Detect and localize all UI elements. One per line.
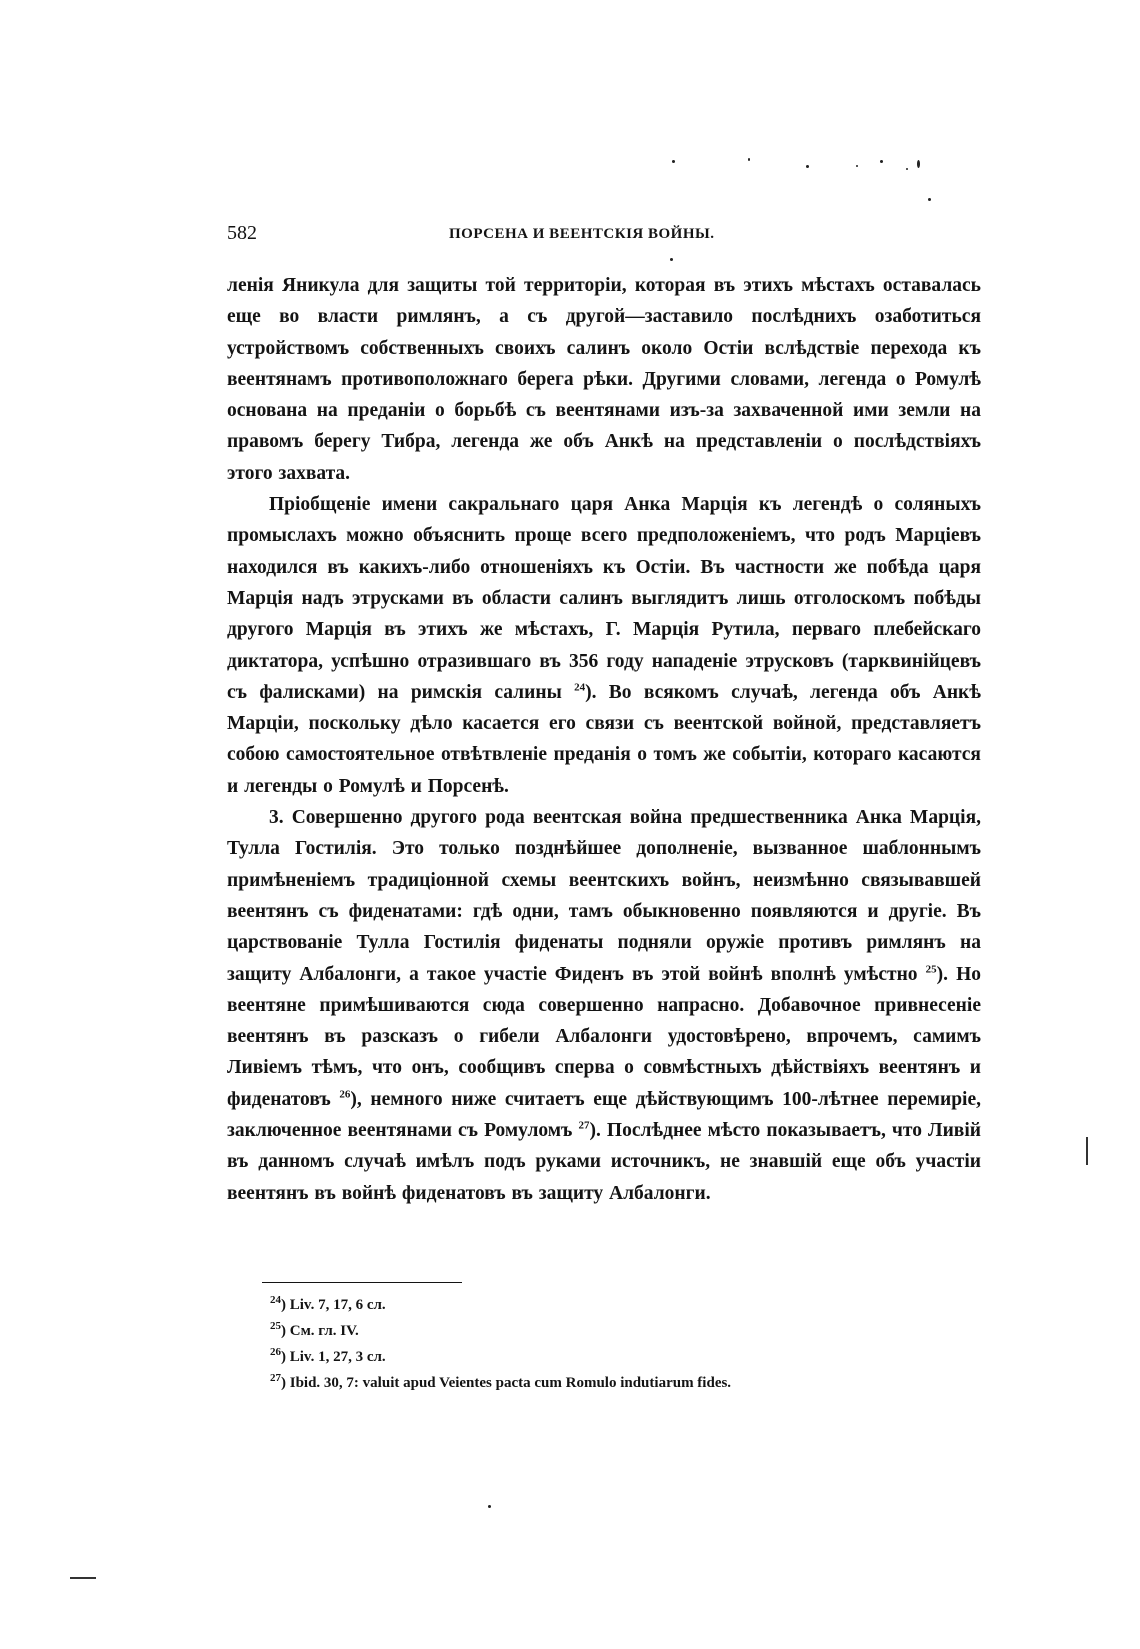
scan-speck <box>917 160 920 168</box>
footnote-ref: 27 <box>578 1119 590 1132</box>
scan-speck <box>928 198 931 201</box>
footnote-ref: 25 <box>925 963 937 976</box>
footnote-divider <box>262 1282 462 1283</box>
scan-speck <box>806 165 809 168</box>
scan-speck <box>488 1505 491 1508</box>
footnote-item: $^{25}$) См. гл. IV. <box>270 1320 359 1339</box>
page-header <box>227 222 987 252</box>
scan-speck <box>672 160 675 163</box>
scan-speck <box>748 158 750 161</box>
footnote-item: $^{27}$) Ibid. 30, 7: valuit apud Veientes pacta cum Romulo indutiarum fides. <box>270 1372 732 1391</box>
running-title: ПОРСЕНА И ВЕЕНТСКІЯ ВОЙНЫ. <box>449 226 715 242</box>
scan-mark <box>70 1577 96 1579</box>
scan-speck <box>906 168 908 170</box>
footnote-item: $^{24}$) Liv. 7, 17, 6 сл. <box>270 1294 386 1313</box>
scan-speck <box>670 258 673 261</box>
paragraph-marcius: Пріобщеніе имени сакральнаго царя Анка Марція къ легендѣ о соляныхъ промыслахъ можно объяснить проще всего предположеніемъ, что родъ Марціевъ находился въ какихъ-либо отношеніяхъ къ Остіи. Въ частности же побѣда царя Марція надъ этрусками въ области салинъ выглядитъ лишь отголоскомъ побѣды другого Марція въ этихъ же мѣстахъ, Г. Марція Рутила, перваго плебейскаго диктатора, успѣшно отразившаго въ 356 году нападеніе этрусковъ (тарквинійцевъ съ фалисками) на римскія салины $^{24}$). Во всякомъ случаѣ, легенда объ Анкѣ Марціи, поскольку дѣло касается его связи съ веентской войной, представляетъ собою самостоятельное отвѣтвленіе преданія о томъ же событіи, котораго касаются и легенды о Ромулѣ и Порсенѣ. <box>227 494 981 797</box>
scan-mark <box>1086 1137 1088 1165</box>
footnotes <box>270 1292 970 1396</box>
paragraph-continuation: ленія Яникула для защиты той территоріи, которая въ этихъ мѣстахъ оставалась еще во власти римлянъ, а съ другой—заставило послѣднихъ озаботиться устройствомъ собственныхъ своихъ салинъ около Остіи вслѣдствіе перехода къ веентянамъ противоположнаго берега рѣки. Другими словами, легенда о Ромулѣ основана на преданіи о борьбѣ съ веентянами изъ-за захваченной ими земли на правомъ берегу Тибра, легенда же объ Анкѣ на представленіи о послѣдствіяхъ этого захвата. <box>227 275 981 484</box>
footnote-ref: 24 <box>574 681 586 694</box>
footnote-ref: 26 <box>339 1088 351 1101</box>
paragraph-tullus: 3. Совершенно другого рода веентская война предшественника Анка Марція, Тулла Гостилія. Это только позднѣйшее дополненіе, вызванное шаблоннымъ примѣненіемъ традиціонной схемы веентскихъ войнъ, неизмѣнно связывавшей веентянъ съ фиденатами: гдѣ одни, тамъ обыкновенно появляются и другіе. Въ царствованіе Тулла Гостилія фиденаты подняли оружіе противъ римлянъ на защиту Албалонги, а такое участіе Фиденъ въ этой войнѣ вполнѣ умѣстно $^{25}$). Но веентяне примѣшиваются сюда совершенно напрасно. Добавочное привнесеніе веентянъ въ разсказъ о гибели Албалонги удостовѣрено, впрочемъ, самимъ Ливіемъ тѣмъ, что онъ, сообщивъ сперва о совмѣстныхъ дѣйствіяхъ веентянъ и фиденатовъ $^{26}$), немного ниже считаетъ еще дѣйствующимъ 100-лѣтнее перемиріе, заключенное веентянами съ Ромуломъ $^{27}$). Послѣднее мѣсто показываетъ, что Ливій въ данномъ случаѣ имѣлъ подъ руками источникъ, не знавшій еще объ участіи веентянъ въ войнѣ фиденатовъ въ защиту Албалонги. <box>227 807 981 1204</box>
main-text <box>227 270 981 1209</box>
scan-speck <box>880 160 883 163</box>
scan-speck <box>856 165 858 167</box>
footnote-item: $^{26}$) Liv. 1, 27, 3 сл. <box>270 1346 386 1365</box>
page-number: 582 <box>227 222 257 244</box>
